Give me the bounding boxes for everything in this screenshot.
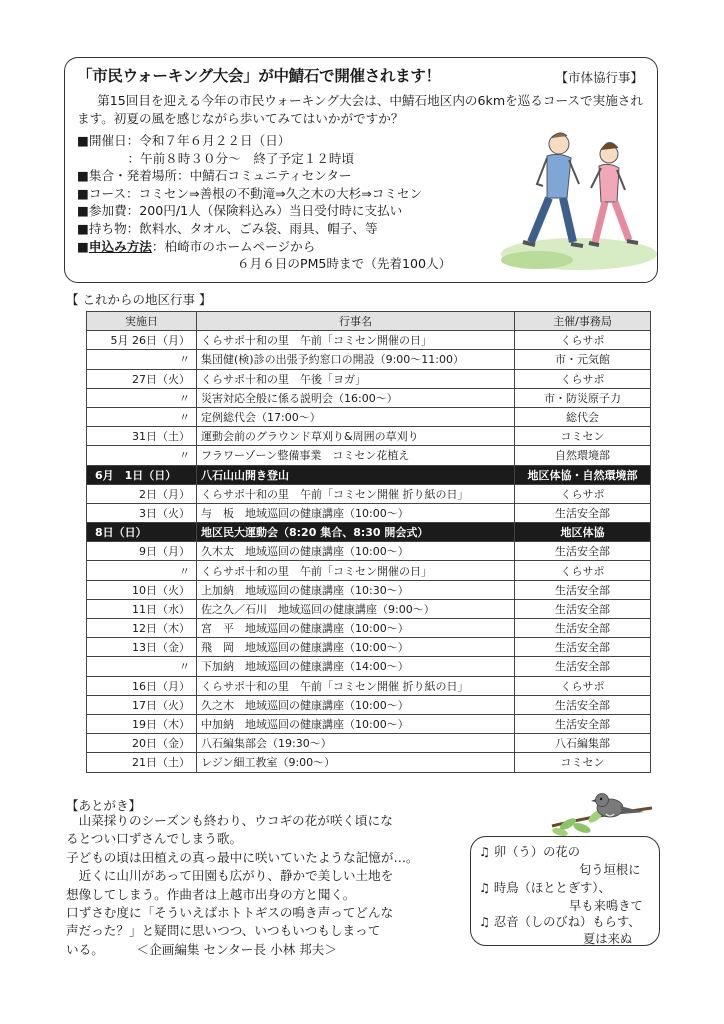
schedule-organizer-cell: くらサポ bbox=[515, 561, 651, 580]
detail-venue: ■集合・発着場所：中鯖石コミュニティセンター bbox=[77, 168, 352, 184]
schedule-date-cell: 〃 bbox=[87, 350, 197, 369]
schedule-organizer-cell: 生活安全部 bbox=[515, 657, 651, 676]
header-organizer: 主催/事務局 bbox=[515, 312, 651, 331]
afterword-line: 声だった？」と疑問に思いつつ、いつもいつもしまって bbox=[66, 923, 381, 939]
schedule-event-cell: 久木太 地域巡回の健康講座（10:00～） bbox=[197, 542, 515, 561]
schedule-date-cell: 2日（月） bbox=[87, 484, 197, 503]
afterword-heading: 【あとがき】 bbox=[66, 798, 142, 813]
header-date: 実施日 bbox=[87, 312, 197, 331]
schedule-event-cell: 地区民大運動会（8:20 集合、8:30 開会式） bbox=[197, 523, 515, 542]
schedule-event-cell: くらサポ十和の里 午後「ヨガ」 bbox=[197, 369, 515, 388]
schedule-row bbox=[87, 676, 651, 695]
afterword-line: 近くに山川があって田園も広がり、静かで美しい土地を bbox=[78, 868, 394, 884]
schedule-event-cell: 久之木 地域巡回の健康講座（10:00～） bbox=[197, 695, 515, 714]
schedule-organizer-cell: くらサポ bbox=[515, 676, 651, 695]
schedule-date-cell: 20日（金） bbox=[87, 734, 197, 753]
afterword-line: 口ずさむ度に「そういえばホトトギスの鳴き声ってどんな bbox=[66, 905, 394, 921]
schedule-event-cell: 運動会前のグラウンド草刈り&周囲の草刈り bbox=[197, 427, 515, 446]
schedule-event-cell: 上加納 地域巡回の健康講座（10:30～） bbox=[197, 580, 515, 599]
schedule-header-row bbox=[87, 312, 651, 331]
afterword-line: 子どもの頃は田植えの真っ最中に咲いていたような記憶が…。 bbox=[66, 849, 419, 865]
detail-apply bbox=[77, 238, 451, 256]
schedule-row bbox=[87, 350, 651, 369]
schedule-date-cell: 3日（火） bbox=[87, 503, 197, 522]
lyric-line: ♫ 卯（う）の花の bbox=[479, 845, 581, 859]
schedule-organizer-cell: 生活安全部 bbox=[515, 503, 651, 522]
schedule-organizer-cell: くらサポ bbox=[515, 369, 651, 388]
lyric-line: ♫ 忍音（しのびね）もらす、 bbox=[479, 915, 641, 929]
schedule-event-cell: 八石編集部会（19:30～） bbox=[197, 734, 515, 753]
schedule-row bbox=[87, 599, 651, 618]
schedule-date-cell: 〃 bbox=[87, 561, 197, 580]
schedule-date-cell: 〃 bbox=[87, 657, 197, 676]
schedule-row bbox=[87, 542, 651, 561]
afterword-line: 山菜採りのシーズンも終わり、ウコギの花が咲く頃にな bbox=[78, 813, 393, 828]
schedule-row bbox=[87, 484, 651, 503]
afterword-body bbox=[66, 812, 472, 959]
schedule-organizer-cell: コミセン bbox=[515, 427, 651, 446]
schedule-date-cell: 12日（木） bbox=[87, 619, 197, 638]
schedule-row bbox=[87, 523, 651, 542]
schedule-event-cell: 宮 平 地域巡回の健康講座（10:00～） bbox=[197, 619, 515, 638]
lyric-line: ♫ 時鳥（ほととぎす）、 bbox=[479, 881, 611, 895]
schedule-organizer-cell: 自然環境部 bbox=[515, 446, 651, 465]
schedule-row bbox=[87, 427, 651, 446]
schedule-organizer-cell: 生活安全部 bbox=[515, 714, 651, 733]
afterword-signature: ＜企画編集 センター長 小林 邦夫＞ bbox=[136, 941, 337, 957]
schedule-row bbox=[87, 561, 651, 580]
schedule-event-cell: 定例総代会（17:00～） bbox=[197, 407, 515, 426]
schedule-row bbox=[87, 369, 651, 388]
schedule-date-cell: 11日（水） bbox=[87, 599, 197, 618]
detail-fee: ■参加費：200円/1人（保険料込み）当日受付時に支払い bbox=[77, 203, 403, 219]
schedule-row bbox=[87, 638, 651, 657]
schedule-date-cell: 8日（日） bbox=[87, 523, 197, 542]
announcement-title: 「市民ウォーキング大会」が中鯖石で開催されます！ bbox=[77, 67, 441, 85]
schedule-organizer-cell: 地区体協・自然環境部 bbox=[515, 465, 651, 484]
schedule-date-cell: 27日（火） bbox=[87, 369, 197, 388]
lyric-line: 夏は来ぬ bbox=[583, 932, 633, 946]
afterword-line: いる。 ＜企画編集 センター長 小林 邦夫＞ bbox=[66, 941, 472, 959]
schedule-organizer-cell: 八石編集部 bbox=[515, 734, 651, 753]
announcement-intro: 第15回目を迎える今年の市民ウォーキング大会は、中鯖石地区内の6kmを巡るコースで実施されます。初夏の風を感じながら歩いてみてはいかがですか？ bbox=[77, 93, 643, 126]
schedule-row bbox=[87, 407, 651, 426]
song-lyrics-box bbox=[470, 836, 660, 946]
afterword-line: るとつい口ずさんでしまう歌。 bbox=[66, 831, 243, 847]
apply-deadline: ６月６日のPM5時まで（先着100人） bbox=[237, 256, 452, 272]
schedule-table bbox=[86, 311, 651, 773]
afterword-line: 想像してしまう。作曲者は上越市出身の方と聞く。 bbox=[66, 886, 356, 902]
schedule-date-cell: 21日（土） bbox=[87, 753, 197, 772]
apply-label: 申込み方法 bbox=[88, 238, 152, 254]
schedule-organizer-cell: 生活安全部 bbox=[515, 695, 651, 714]
schedule-organizer-cell: 市・元気館 bbox=[515, 350, 651, 369]
schedule-organizer-cell: コミセン bbox=[515, 753, 651, 772]
schedule-row bbox=[87, 446, 651, 465]
schedule-date-cell: 〃 bbox=[87, 446, 197, 465]
announcement-details bbox=[77, 132, 451, 273]
schedule-row bbox=[87, 734, 651, 753]
schedule-event-cell: 下加納 地域巡回の健康講座（14:00～） bbox=[197, 657, 515, 676]
schedule-row bbox=[87, 388, 651, 407]
schedule-organizer-cell: 生活安全部 bbox=[515, 542, 651, 561]
schedule-row bbox=[87, 503, 651, 522]
walking-event-announcement bbox=[64, 57, 658, 283]
schedule-row bbox=[87, 580, 651, 599]
schedule-date-cell: 16日（月） bbox=[87, 676, 197, 695]
schedule-body bbox=[87, 331, 651, 772]
schedule-event-cell: くらサポ十和の里 午前「コミセン開催 折り紙の日」 bbox=[197, 484, 515, 503]
lyric-line: 早も来鳴きて bbox=[569, 899, 643, 913]
schedule-date-cell: 13日（金） bbox=[87, 638, 197, 657]
schedule-event-cell: くらサポ十和の里 午前「コミセン開催 折り紙の日」 bbox=[197, 676, 515, 695]
schedule-date-cell: 6月 1日（日） bbox=[87, 465, 197, 484]
schedule-date-cell: 5月 26日（月） bbox=[87, 331, 197, 350]
schedule-event-cell: 佐之久／石川 地域巡回の健康講座（9:00～） bbox=[197, 599, 515, 618]
schedule-event-cell: 災害対応全般に係る説明会（16:00～） bbox=[197, 388, 515, 407]
announcement-tag: 【市体協行事】 bbox=[555, 70, 643, 85]
apply-prefix: ■ bbox=[77, 238, 89, 254]
schedule-event-cell: フラワーゾーン整備事業 コミセン花植え bbox=[197, 446, 515, 465]
schedule-organizer-cell: 地区体協 bbox=[515, 523, 651, 542]
schedule-date-cell: 17日（火） bbox=[87, 695, 197, 714]
schedule-row bbox=[87, 331, 651, 350]
schedule-event-cell: 中加納 地域巡回の健康講座（10:00～） bbox=[197, 714, 515, 733]
schedule-organizer-cell: くらサポ bbox=[515, 484, 651, 503]
schedule-organizer-cell: 生活安全部 bbox=[515, 619, 651, 638]
schedule-organizer-cell: くらサポ bbox=[515, 331, 651, 350]
lyric-line: 匂う垣根に bbox=[579, 863, 641, 877]
schedule-organizer-cell: 生活安全部 bbox=[515, 638, 651, 657]
bird-on-branch-illustration bbox=[548, 780, 658, 840]
schedule-organizer-cell: 生活安全部 bbox=[515, 599, 651, 618]
schedule-title: 【 これからの地区行事 】 bbox=[66, 292, 212, 307]
schedule-date-cell: 〃 bbox=[87, 407, 197, 426]
schedule-row bbox=[87, 657, 651, 676]
detail-course: ■コース：コミセン⇒善根の不動滝⇒久之木の大杉⇒コミセン bbox=[77, 185, 423, 201]
walking-couple-illustration bbox=[497, 122, 657, 272]
detail-deadline bbox=[77, 255, 451, 273]
schedule-organizer-cell: 総代会 bbox=[515, 407, 651, 426]
detail-date: ■開催日：令和７年６月２２日（日） bbox=[77, 133, 291, 148]
detail-time: ：午前８時３０分～ 終了予定１２時頃 bbox=[77, 150, 355, 166]
schedule-event-cell: くらサポ十和の里 午前「コミセン開催の日」 bbox=[197, 331, 515, 350]
schedule-row bbox=[87, 753, 651, 772]
schedule-event-cell: 飛 岡 地域巡回の健康講座（10:00～） bbox=[197, 638, 515, 657]
schedule-row bbox=[87, 619, 651, 638]
schedule-event-cell: 八石山山開き登山 bbox=[197, 465, 515, 484]
header-event: 行事名 bbox=[197, 312, 515, 331]
schedule-date-cell: 〃 bbox=[87, 388, 197, 407]
schedule-date-cell: 31日（土） bbox=[87, 427, 197, 446]
schedule-event-cell: 与 板 地域巡回の健康講座（10:00～） bbox=[197, 503, 515, 522]
schedule-organizer-cell: 生活安全部 bbox=[515, 580, 651, 599]
schedule-row bbox=[87, 465, 651, 484]
schedule-date-cell: 10日（火） bbox=[87, 580, 197, 599]
schedule-date-cell: 19日（木） bbox=[87, 714, 197, 733]
schedule-event-cell: くらサポ十和の里 午前「コミセン開催の日」 bbox=[197, 561, 515, 580]
schedule-date-cell: 9日（月） bbox=[87, 542, 197, 561]
apply-text: ：柏崎市のホームページから bbox=[151, 238, 316, 254]
schedule-row bbox=[87, 714, 651, 733]
detail-belongings: ■持ち物：飲料水、タオル、ごみ袋、雨具、帽子、等 bbox=[77, 220, 378, 236]
schedule-organizer-cell: 市・防災原子力 bbox=[515, 388, 651, 407]
schedule-row bbox=[87, 695, 651, 714]
schedule-event-cell: 集団健(検)診の出張予約窓口の開設（9:00～11:00） bbox=[197, 350, 515, 369]
schedule-event-cell: レジン細工教室（9:00～） bbox=[197, 753, 515, 772]
